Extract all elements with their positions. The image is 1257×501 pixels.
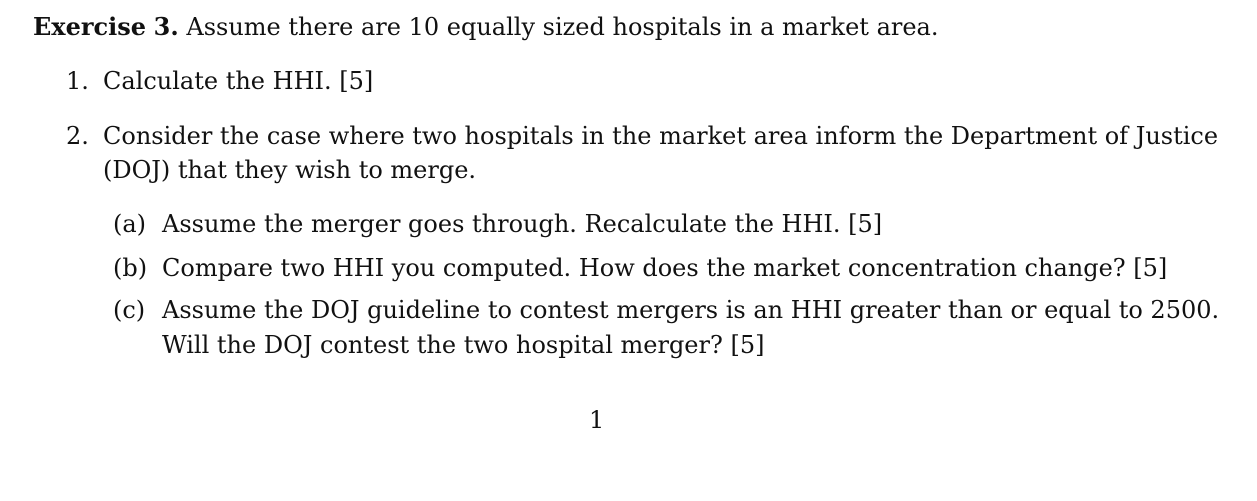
exercise-statement: Assume there are 10 equally sized hospitals in a market area. [186, 13, 939, 41]
subitem-a-text: Assume the merger goes through. Recalculate the HHI. [5] [162, 210, 883, 238]
item-1-marker: 1. [66, 67, 89, 95]
item-2-text-line2: (DOJ) that they wish to merge. [103, 156, 477, 184]
subitem-b-marker: (b) [113, 254, 148, 282]
subitem-c-text-line1: Assume the DOJ guideline to contest mergers is an HHI greater than or equal to 2500. [162, 296, 1220, 324]
exercise-label: Exercise [33, 12, 147, 41]
exercise-heading [33, 12, 939, 42]
exercise-number: 3. [153, 12, 179, 41]
subitem-a-marker: (a) [113, 210, 147, 238]
subitem-c-marker: (c) [113, 296, 146, 324]
subitem-b-text: Compare two HHI you computed. How does the market concentration change? [5] [162, 254, 1168, 282]
page-number: 1 [589, 406, 605, 434]
item-2-text-line1: Consider the case where two hospitals in the market area inform the Department of Justice [103, 122, 1219, 150]
item-2-marker: 2. [66, 122, 89, 150]
subitem-c-text-line2: Will the DOJ contest the two hospital merger? [5] [162, 331, 765, 359]
item-1-text: Calculate the HHI. [5] [103, 67, 374, 95]
